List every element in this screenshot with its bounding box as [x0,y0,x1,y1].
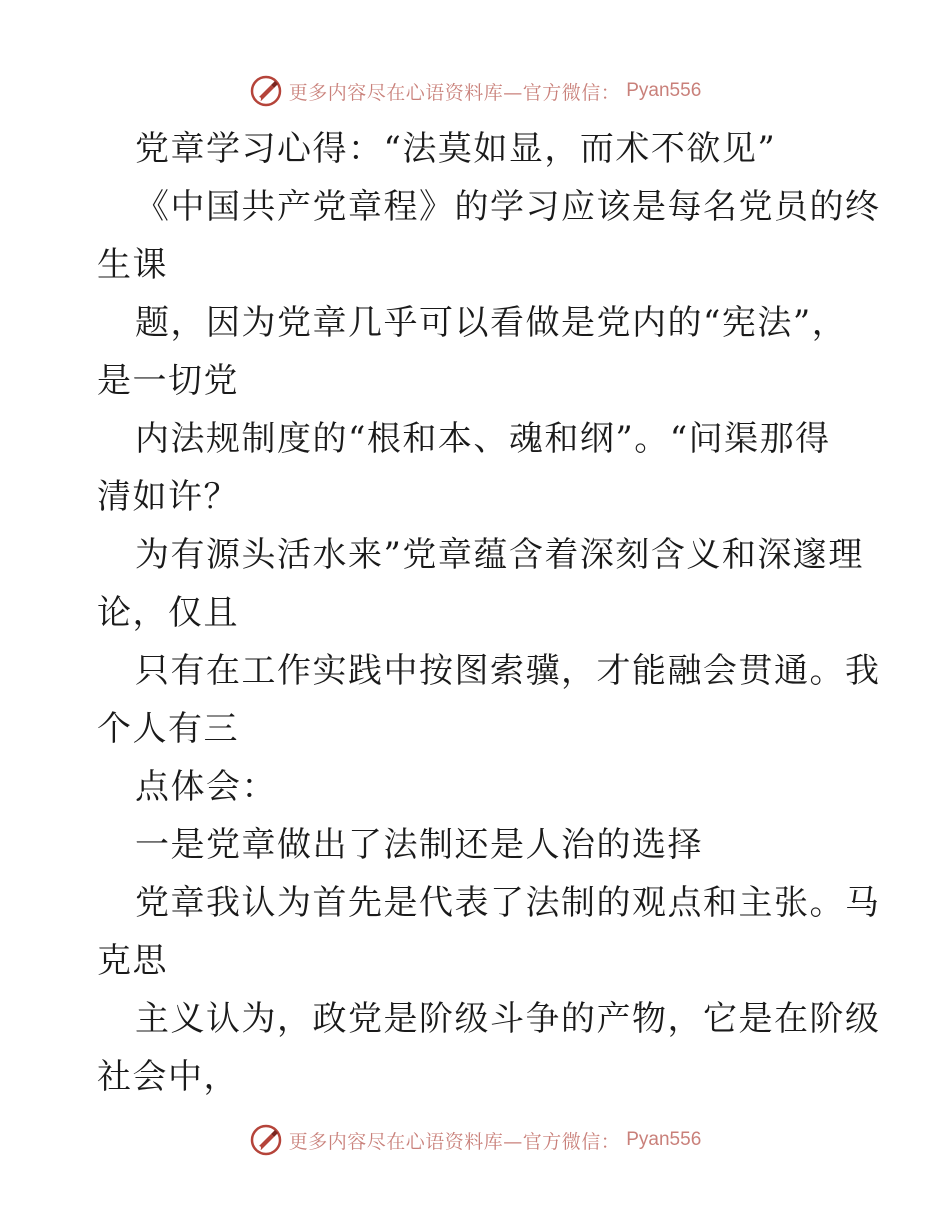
header-banner-id: Pyan556 [626,80,702,101]
text-line: 题，因为党章几乎可以看做是党内的“宪法”， [135,303,848,343]
pen-logo-icon [249,74,283,108]
text-line: 内法规制度的“根和本、魂和纲”。“问渠那得 [135,419,831,459]
document-body [97,120,881,1106]
header-banner [0,71,950,111]
text-line: 《中国共产党章程》的学习应该是每名党员的终 [135,187,881,227]
text-line: 党章我认为首先是代表了法制的观点和主张。马 [135,883,881,923]
text-line: 为有源头活水来”党章蕴含着深刻含义和深邃理 [135,535,864,575]
text-line: 主义认为，政党是阶级斗争的产物，它是在阶级 [135,999,881,1039]
footer-banner-id: Pyan556 [626,1129,702,1150]
text-line: 只有在工作实践中按图索骥，才能融会贯通。我 [135,651,881,691]
text-line: 是一切党 [97,361,239,401]
footer-banner [0,1120,950,1160]
text-line: 点体会： [135,767,277,807]
text-line: 社会中， [97,1057,239,1097]
footer-banner-text: 更多内容尽在心语资料库—官方微信： [288,1130,621,1153]
text-line: 生课 [97,245,168,285]
text-line: 论，仅且 [97,593,239,633]
pen-logo-icon [249,1123,283,1157]
text-line: 党章学习心得：“法莫如显，而术不欲见” [135,129,777,169]
text-line: 一是党章做出了法制还是人治的选择 [135,825,703,865]
text-line: 克思 [97,941,168,981]
header-banner-text: 更多内容尽在心语资料库—官方微信： [288,81,621,104]
text-line: 个人有三 [97,709,239,749]
text-line: 清如许？ [97,477,239,517]
